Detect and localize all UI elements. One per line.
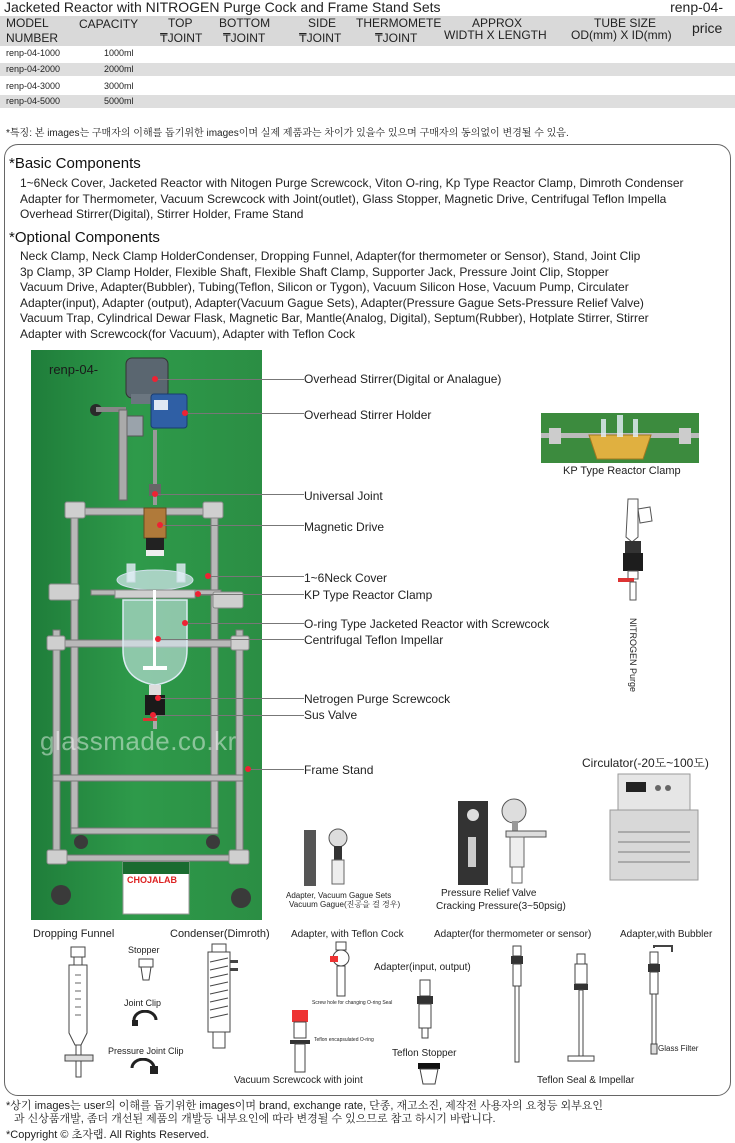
table-row [0, 95, 735, 108]
reactor-photo [31, 350, 262, 920]
col-number: NUMBER [6, 31, 59, 45]
title-row [4, 0, 731, 16]
optional-line: Adapter with Screwcock(for Vacuum), Adapter with Teflon Cock [20, 326, 356, 341]
col-thermometer-joint: ₸JOINT [375, 31, 418, 45]
adapter-thermo-label: Adapter(for thermometer or sensor) [434, 929, 592, 940]
row-capacity: 1000ml [104, 48, 134, 58]
optional-components-list [20, 249, 649, 342]
col-bottom-joint: ₸JOINT [223, 31, 266, 45]
condenser-label: Condenser(Dimroth) [170, 928, 270, 940]
basic-line: Adapter for Thermometer, Vacuum Screwcock with Joint(outlet), Glass Stopper, Magnetic Drive, Centrifugal Teflon Impella [20, 191, 667, 206]
col-model: MODEL [6, 16, 49, 30]
screw-hole-label: Screw hole for changing O-ring Seal [312, 1000, 393, 1006]
col-bottom: BOTTOM [219, 16, 271, 30]
disclaimer-note: *특징: 본 images는 구매자의 이해를 돕기위한 images이며 실제 제품과는 차이가 있을수 있으며 구매자의 동의없이 변경될 수 있음. [6, 128, 569, 139]
row-model: renp-04-5000 [6, 96, 61, 106]
teflon-stopper-label: Teflon Stopper [392, 1048, 457, 1059]
col-approx: APPROX [472, 16, 523, 30]
row-capacity: 5000ml [104, 96, 134, 106]
condenser-image [200, 942, 240, 1062]
joint-clip-label: Joint Clip [124, 998, 162, 1008]
basic-line: 1~6Neck Cover, Jacketed Reactor with Nitogen Purge Screwcock, Viton O-ring, Kp Type Reactor Clamp, Dimroth Condenser [20, 176, 684, 190]
reactor-illustration [31, 350, 262, 920]
nitrogen-purge-label: NITROGEN Purge [628, 618, 638, 693]
teflon-oring-label: Teflon encapsulated O-ring [314, 1037, 374, 1043]
nitrogen-purge-part [610, 497, 660, 607]
kp-clamp-image [541, 413, 699, 463]
col-thermometer: THERMOMETE [356, 16, 442, 30]
callout-line [161, 639, 304, 640]
joint-clip-image [130, 1010, 160, 1030]
pressure-relief-label: Pressure Relief Valve [441, 888, 537, 899]
callout-neck-cover: 1~6Neck Cover [304, 571, 388, 585]
optional-line: Adapter(input), Adapter (output), Adapter(Vacuum Gague Sets), Adapter(Pressure Gague Sets-Pressure Relief Valve) [20, 295, 644, 310]
table-row [0, 63, 735, 76]
vacuum-screwcock-label: Vacuum Screwcock with joint [234, 1075, 363, 1086]
callout-kp-clamp: KP Type Reactor Clamp [304, 588, 433, 602]
circulator-label: Circulator(-20도~100도) [582, 756, 709, 770]
basic-line: Overhead Stirrer(Digital), Stirrer Holder, Frame Stand [20, 207, 304, 221]
page-title: Jacketed Reactor with NITROGEN Purge Cock and Frame Stand Sets [4, 0, 441, 15]
col-price: price [692, 20, 723, 36]
kp-clamp-label: KP Type Reactor Clamp [563, 465, 681, 477]
adapter-teflon-label: Adapter, with Teflon Cock [291, 929, 404, 940]
callout-universal-joint: Universal Joint [304, 489, 383, 503]
callout-line [211, 576, 304, 577]
col-top-joint: ₸JOINT [160, 31, 203, 45]
callout-line [251, 769, 304, 770]
cracking-pressure-label: Cracking Pressure(3~50psig) [436, 901, 566, 912]
row-model: renp-04-2000 [6, 64, 61, 74]
adapter-io-image [414, 978, 436, 1040]
callout-line [188, 623, 304, 624]
vacuum-gague-image [302, 826, 354, 888]
col-tube-size: TUBE SIZE [594, 16, 657, 30]
spec-table-header [0, 16, 735, 46]
callout-overhead-stirrer: Overhead Stirrer(Digital or Analague) [304, 372, 502, 386]
callout-line [161, 698, 304, 699]
stopper-image [137, 958, 155, 982]
callout-line [156, 715, 304, 716]
optional-components-title: *Optional Components [9, 229, 160, 246]
stopper-label: Stopper [128, 945, 160, 955]
col-od-id: OD(mm) X ID(mm) [571, 28, 672, 42]
pressure-joint-clip-label: Pressure Joint Clip [108, 1046, 184, 1056]
photo-model-code: renp-04- [49, 362, 99, 377]
teflon-seal-label: Teflon Seal & Impellar [537, 1075, 635, 1086]
vacuum-screwcock-image [288, 1008, 312, 1074]
model-code: renp-04- [670, 0, 723, 15]
vacuum-gague-label: Adapter, Vacuum Gague Sets [286, 891, 392, 900]
teflon-stopper-image [416, 1062, 442, 1086]
table-row [0, 80, 735, 93]
glass-filter-label: Glass Filter [658, 1044, 699, 1053]
col-width-length: WIDTH X LENGTH [444, 28, 547, 42]
pressure-relief-valve-image [456, 797, 552, 887]
copyright: *Copyright © 초자랩. All Rights Reserved. [6, 1129, 210, 1141]
callout-stirrer-holder: Overhead Stirrer Holder [304, 408, 432, 422]
col-top: TOP [168, 16, 193, 30]
row-capacity: 3000ml [104, 81, 134, 91]
callout-teflon-impellar: Centrifugal Teflon Impellar [304, 633, 444, 647]
callout-sus-valve: Sus Valve [304, 708, 358, 722]
callout-line [158, 494, 304, 495]
callout-line [158, 379, 304, 380]
callout-line [188, 413, 304, 414]
col-capacity: CAPACITY [79, 17, 139, 31]
footer-note-1: *상기 images는 user의 이해를 돕기위한 images이며 brand, exchange rate, 단종, 재고소진, 제작전 사용자의 요청등 외부요인 [6, 1100, 604, 1112]
circulator-image [608, 772, 700, 882]
callout-magnetic-drive: Magnetic Drive [304, 520, 385, 534]
dropping-funnel-label: Dropping Funnel [33, 928, 115, 940]
callout-purge-screwcock: Netrogen Purge Screwcock [304, 692, 451, 706]
row-model: renp-04-3000 [6, 81, 61, 91]
footer-note-2: 과 신상품개발, 좀더 개선된 제품의 개발등 내부요인에 따라 변경될 수 있으므로 참고 하시기 바랍니다. [14, 1113, 496, 1125]
table-row [0, 47, 735, 60]
teflon-impellar-image [566, 952, 596, 1072]
basic-components-list [20, 176, 684, 223]
callout-line [163, 525, 304, 526]
pressure-joint-clip-image [128, 1058, 158, 1078]
watermark: glassmade.co.kr [40, 726, 237, 756]
optional-line: Vacuum Trap, Cylindrical Dewar Flask, Magnetic Bar, Mantle(Analog, Digital), Septum(Rubber), Hotplate Stirrer, Stirrer [20, 311, 649, 325]
optional-line: 3p Clamp, 3P Clamp Holder, Flexible Shaft, Flexible Shaft Clamp, Supporter Jack, Pressure Joint Clip, Stopper [20, 264, 609, 279]
col-side: SIDE [308, 16, 337, 30]
adapter-bubbler-label: Adapter,with Bubbler [620, 929, 713, 940]
callout-line [201, 594, 304, 595]
vacuum-gague-note: Vacuum Gague(진공을 걸 경우) [289, 900, 401, 909]
optional-line: Vacuum Drive, Adapter(Bubbler), Tubing(Teflon, Silicon or Tygon), Vacuum Silicon Hose, Vacuum Pump, Circulater [20, 280, 629, 294]
dropping-funnel-image [55, 945, 103, 1080]
basic-components-title: *Basic Components [9, 155, 141, 172]
optional-line: Neck Clamp, Neck Clamp HolderCondenser, Dropping Funnel, Adapter(for thermometer or Sensor), Stand, Joint Clip [20, 249, 641, 263]
adapter-teflon-cock-image [326, 940, 356, 1000]
row-capacity: 2000ml [104, 64, 134, 74]
adapter-thermometer-image [507, 944, 527, 1064]
adapter-io-label: Adapter(input, output) [374, 962, 471, 973]
col-side-joint: ₸JOINT [299, 31, 342, 45]
row-model: renp-04-1000 [6, 48, 61, 58]
brand-label: CHOJALAB [127, 875, 178, 885]
callout-jacketed-reactor: O-ring Type Jacketed Reactor with Screwcock [304, 617, 550, 631]
callout-frame-stand: Frame Stand [304, 763, 374, 777]
